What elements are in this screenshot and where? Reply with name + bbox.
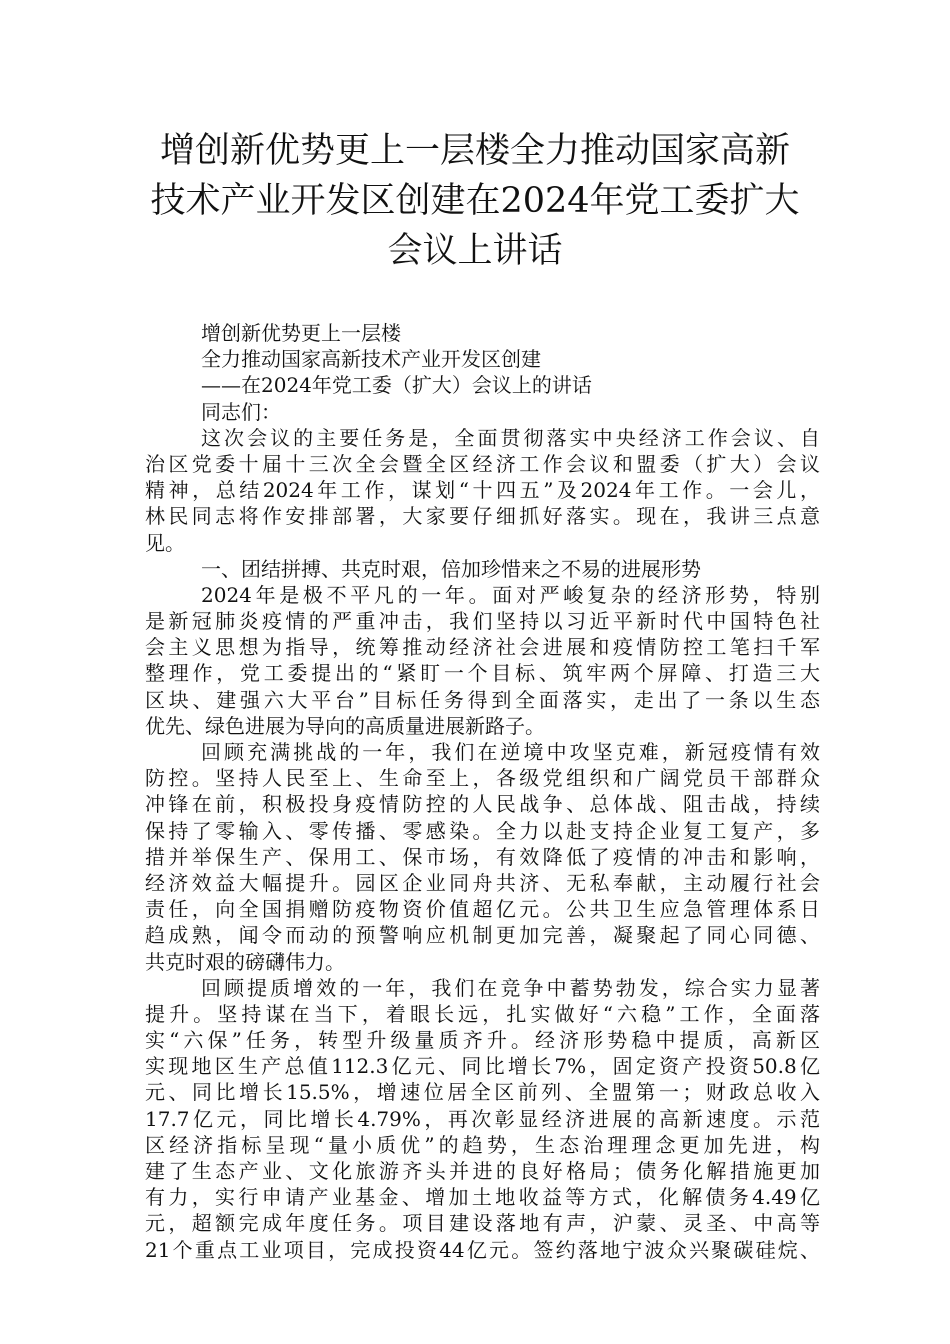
subtitle-line: ——在2024年党工委（扩大）会议上的讲话 [201,373,592,398]
subtitle-line: 增创新优势更上一层楼 [201,321,401,345]
paragraph-line: 是新冠肺炎疫情的严重冲击，我们坚持以习近平新时代中国特色社 [145,609,820,634]
paragraph-line: 回顾充满挑战的一年，我们在逆境中攻坚克难，新冠疫情有效 [201,740,820,764]
paragraph-line: 回顾提质增效的一年，我们在竞争中蓄势勃发，综合实力显著 [201,975,820,1000]
paragraph-line: 提升。坚持谋在当下，着眼长远，扎实做好“六稳”工作，全面落 [145,1001,820,1026]
paragraph-line: 共克时艰的磅礴伟力。 [145,949,345,974]
paragraph-line: 精神，总结2024年工作，谋划“十四五”及2024年工作。一会儿， [145,478,820,503]
paragraph-line: 实“六保”任务，转型升级量质齐升。经济形势稳中提质，高新区 [145,1028,820,1053]
document-title [140,126,810,276]
paragraph-line: 有力，实行申请产业基金、增加土地收益等方式，化解债务4.49亿 [145,1185,820,1210]
paragraph-line: 措并举保生产、保用工、保市场，有效降低了疫情的冲击和影响， [145,844,820,869]
document-body [145,320,820,1263]
paragraph-line: 区块、建强六大平台”目标任务得到全面落实，走出了一条以生态 [145,687,820,712]
paragraph-line: 建了生态产业、文化旅游齐头并进的良好格局；债务化解措施更加 [145,1159,820,1183]
paragraph-line: 17.7亿元，同比增长4.79%，再次彰显经济进展的高新速度。示范 [145,1106,820,1131]
paragraph-line: 元、同比增长15.5%，增速位居全区前列、全盟第一；财政总收入 [145,1080,820,1105]
paragraph-line: 经济效益大幅提升。园区企业同舟共济、无私奉献，主动履行社会 [145,870,820,895]
paragraph-line: 责任，向全国捐赠防疫物资价值超亿元。公共卫生应急管理体系日 [145,897,820,922]
paragraph-line: 实现地区生产总值112.3亿元、同比增长7%，固定资产投资50.8亿 [145,1054,820,1079]
paragraph-line: 整理作，党工委提出的“紧盯一个目标、筑牢两个屏障、打造三大 [145,661,820,686]
paragraph-line: 防控。坚持人民至上、生命至上，各级党组织和广阔党员干部群众 [145,766,820,791]
paragraph-line: 林民同志将作安排部署，大家要仔细抓好落实。现在，我讲三点意 [145,504,820,529]
paragraph-line: 会主义思想为指导，统筹推动经济社会进展和疫情防控工笔扫千军 [145,635,820,660]
paragraph-line: 趋成熟，闻令而动的预警响应机制更加完善，凝聚起了同心同德、 [145,923,820,948]
paragraph-line: 2024年是极不平凡的一年。面对严峻复杂的经济形势，特别 [201,582,820,607]
subtitle-line: 全力推动国家高新技术产业开发区创建 [201,347,541,372]
paragraph-line: 保持了零输入、零传播、零感染。全力以赴支持企业复工复产，多 [145,818,820,843]
title-line: 会议上讲话 [387,231,563,271]
title-line: 增创新优势更上一层楼全力推动国家高新 [159,131,790,171]
paragraph-line: 这次会议的主要任务是，全面贯彻落实中央经济工作会议、自 [201,425,820,450]
section-heading: 一、团结拼搏、共克时艰，倍加珍惜来之不易的进展形势 [201,556,701,581]
paragraph-line: 元，超额完成年度任务。项目建设落地有声，沪蒙、灵圣、中高等 [145,1211,820,1236]
paragraph-line: 优先、绿色进展为导向的高质量进展新路子。 [145,713,545,738]
paragraph-line: 区经济指标呈现“量小质优”的趋势，生态治理理念更加先进，构 [145,1132,820,1157]
title-line: 技术产业开发区创建在2024年党工委扩大 [150,181,800,221]
paragraph-line: 冲锋在前，积极投身疫情防控的人民战争、总体战、阻击战，持续 [145,792,820,817]
paragraph-line: 见。 [145,530,185,555]
paragraph-line: 21个重点工业项目，完成投资44亿元。签约落地宁波众兴聚碳硅烷、 [145,1237,820,1262]
paragraph-line: 治区党委十届十三次全会暨全区经济工作会议和盟委（扩大）会议 [145,451,820,476]
salutation-line: 同志们： [201,399,281,424]
